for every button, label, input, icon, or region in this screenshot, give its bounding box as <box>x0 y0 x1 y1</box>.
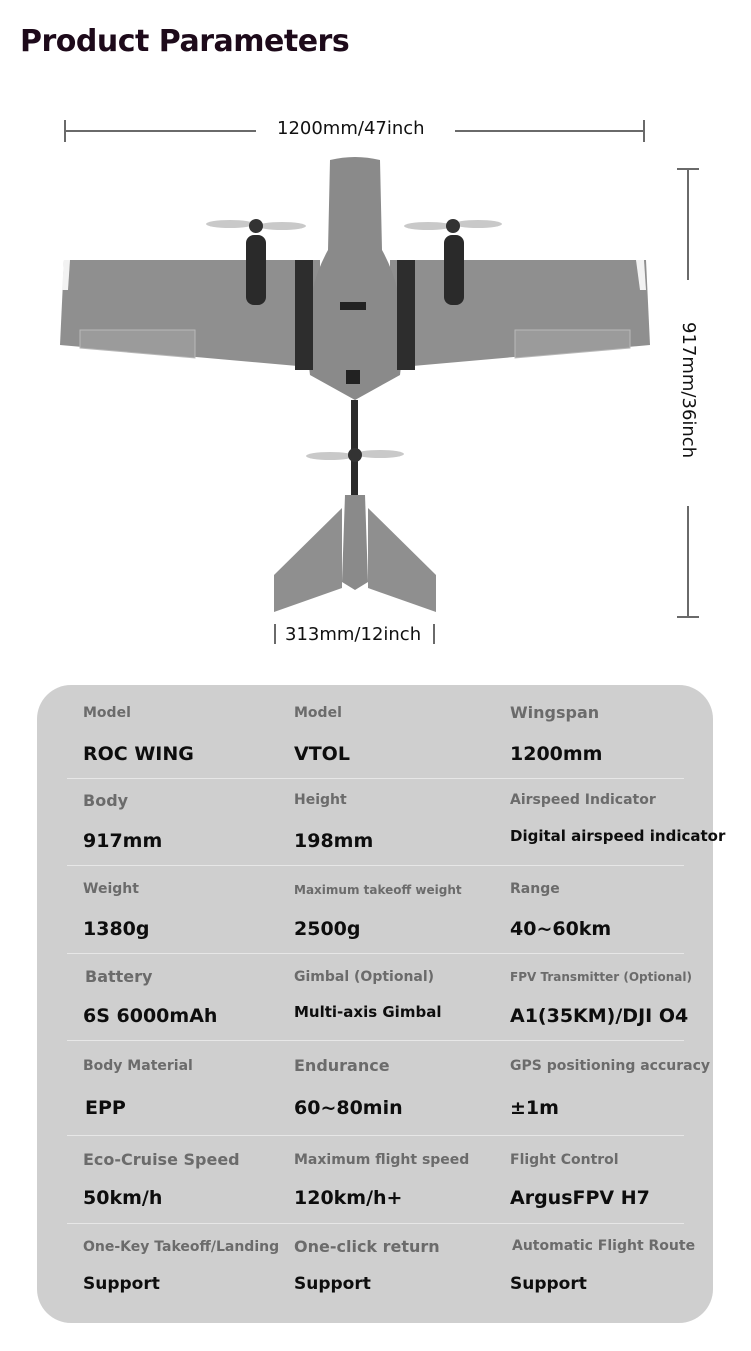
spec-value: 50km/h <box>83 1187 163 1209</box>
spec-value: 1200mm <box>510 743 603 765</box>
spec-row <box>37 786 726 873</box>
spec-value: Support <box>294 1274 371 1294</box>
spec-value: Multi-axis Gimbal <box>294 1003 442 1021</box>
aircraft-image <box>50 150 660 620</box>
spec-value: 917mm <box>83 830 163 852</box>
spec-row <box>37 1145 713 1232</box>
spec-value: 1380g <box>83 918 150 940</box>
spec-value: 2500g <box>294 918 361 940</box>
spec-value: 40~60km <box>510 918 612 940</box>
spec-label: Height <box>294 792 347 808</box>
spec-label: Flight Control <box>510 1152 619 1168</box>
spec-label: Model <box>83 705 131 721</box>
spec-label: FPV Transmitter (Optional) <box>510 970 692 984</box>
spec-row <box>37 699 713 786</box>
spec-label: Eco-Cruise Speed <box>83 1150 240 1169</box>
spec-label: Range <box>510 881 560 897</box>
row-divider <box>67 1040 684 1041</box>
spec-label: Airspeed Indicator <box>510 792 656 808</box>
spec-label: Gimbal (Optional) <box>294 969 435 985</box>
spec-value: Support <box>510 1274 587 1294</box>
spec-value: A1(35KM)/DJI O4 <box>510 1005 689 1027</box>
spec-value: 6S 6000mAh <box>83 1005 218 1027</box>
wingspan-dimension-label: 1200mm/47inch <box>277 118 425 139</box>
spec-value: ±1m <box>510 1097 559 1119</box>
spec-value: 120km/h+ <box>294 1187 403 1209</box>
spec-value: ROC WING <box>83 743 194 765</box>
row-divider <box>67 1223 684 1224</box>
spec-value: Digital airspeed indicator <box>510 827 726 845</box>
spec-row <box>37 1050 713 1137</box>
spec-value: EPP <box>85 1097 126 1119</box>
tail-dimension-label: 313mm/12inch <box>285 624 422 645</box>
row-divider <box>67 865 684 866</box>
spec-label: Body Material <box>83 1058 193 1074</box>
spec-value: VTOL <box>294 743 350 765</box>
spec-value: 60~80min <box>294 1097 403 1119</box>
spec-label: Weight <box>83 881 139 897</box>
length-dimension-label: 917mm/36inch <box>678 322 699 459</box>
page-title: Product Parameters <box>20 24 350 59</box>
row-divider <box>67 953 684 954</box>
row-divider <box>67 778 684 779</box>
spec-label: GPS positioning accuracy <box>510 1058 711 1074</box>
spec-row <box>37 875 713 962</box>
row-divider <box>67 1135 684 1136</box>
spec-label: One-click return <box>294 1237 440 1256</box>
spec-label: Battery <box>85 967 153 986</box>
spec-label: Maximum takeoff weight <box>294 883 462 897</box>
spec-value: 198mm <box>294 830 374 852</box>
spec-label: Automatic Flight Route <box>512 1238 696 1254</box>
spec-table <box>37 685 726 1323</box>
spec-row <box>37 962 713 1049</box>
spec-label: Model <box>294 705 342 721</box>
spec-row <box>37 1233 713 1320</box>
spec-value: ArgusFPV H7 <box>510 1187 650 1209</box>
spec-label: One-Key Takeoff/Landing <box>83 1239 280 1255</box>
spec-value: Support <box>83 1274 160 1294</box>
spec-label: Wingspan <box>510 703 600 722</box>
spec-label: Maximum flight speed <box>294 1152 470 1168</box>
spec-label: Endurance <box>294 1056 390 1075</box>
spec-label: Body <box>83 791 129 810</box>
